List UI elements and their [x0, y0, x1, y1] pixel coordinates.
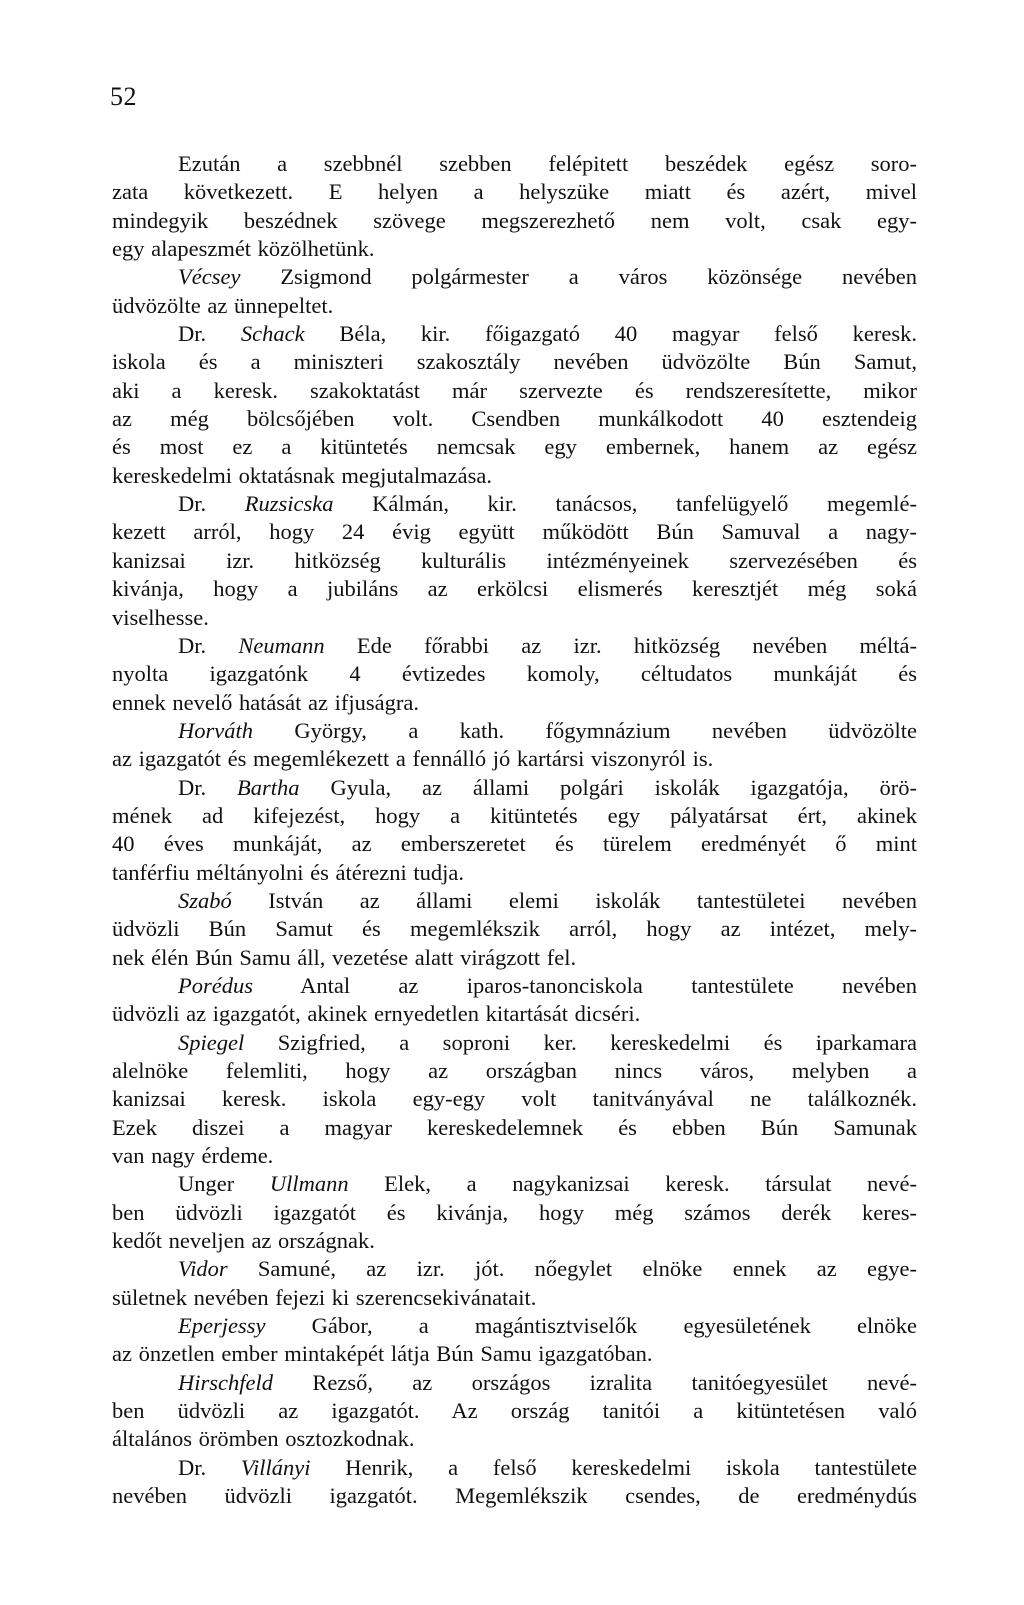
- text-line: [112, 1114, 917, 1142]
- text-line: [112, 944, 917, 972]
- text-line: [112, 1340, 917, 1368]
- body-text: [112, 150, 917, 1511]
- text-line: [112, 887, 917, 915]
- text-segment: György, a kath. főgymnázium nevében üdvözölte: [253, 717, 917, 743]
- text-segment: Dr.: [178, 774, 238, 800]
- text-segment: nevében üdvözli igazgatót. Megemlékszik csendes, de eredménydús: [112, 1483, 917, 1509]
- text-segment: Dr.: [178, 321, 241, 347]
- text-segment: Gyula, az állami polgári iskolák igazgatója, örö-: [299, 774, 917, 800]
- text-segment: nyolta igazgatónk 4 évtizedes komoly, céltudatos munkáját és: [112, 661, 917, 687]
- text-line: [112, 1312, 917, 1340]
- text-line: [112, 717, 917, 745]
- text-line: [112, 1369, 917, 1397]
- text-line: [112, 405, 917, 433]
- text-segment: mindegyik beszédnek szövege megszerezhető nem volt, csak egy-: [112, 207, 917, 233]
- text-segment: kivánja, hogy a jubiláns az erkölcsi elismerés keresztjét még soká: [112, 576, 917, 602]
- text-segment: Ezek diszei a magyar kereskedelemnek és ebben Bún Samunak: [112, 1114, 917, 1140]
- text-segment: üdvözli az igazgatót, akinek ernyedetlen kitartását dicséri.: [112, 1001, 641, 1027]
- text-segment: Unger: [178, 1171, 270, 1197]
- text-line: [112, 1454, 917, 1482]
- text-line: [112, 263, 917, 291]
- text-line: [112, 1000, 917, 1028]
- text-segment: István az állami elemi iskolák tantestületei nevében: [231, 887, 917, 913]
- text-line: [112, 830, 917, 858]
- text-line: [112, 377, 917, 405]
- text-line: [112, 1482, 917, 1510]
- text-line: [112, 774, 917, 802]
- text-line: [112, 1085, 917, 1113]
- text-line: [112, 1199, 917, 1227]
- text-segment: Béla, kir. főigazgató 40 magyar felső keresk.: [304, 321, 918, 347]
- person-name: Horváth: [178, 717, 253, 743]
- text-segment: az önzetlen ember mintaképét látja Bún Samu igazgatóban.: [112, 1341, 653, 1367]
- person-name: Villányi: [240, 1454, 311, 1480]
- text-line: [112, 1227, 917, 1255]
- text-segment: aki a keresk. szakoktatást már szervezte és rendszeresítette, mikor: [112, 377, 917, 403]
- text-line: [112, 745, 917, 773]
- person-name: Neumann: [238, 632, 325, 658]
- text-line: [112, 1029, 917, 1057]
- text-line: [112, 490, 917, 518]
- text-segment: Rezső, az országos izralita tanitóegyesület nevé-: [273, 1369, 917, 1395]
- text-segment: ben üdvözli az igazgatót. Az ország tanitói a kitüntetésen való: [112, 1398, 917, 1424]
- text-line: [112, 292, 917, 320]
- text-line: [112, 859, 917, 887]
- text-line: [112, 1397, 917, 1425]
- person-name: Ullmann: [269, 1171, 349, 1197]
- text-segment: Kálmán, kir. tanácsos, tanfelügyelő megemlé-: [333, 491, 917, 517]
- text-line: [112, 462, 917, 490]
- text-segment: tanférfiu méltányolni és átérezni tudja.: [112, 859, 464, 885]
- text-segment: Antal az iparos-tanonciskola tantestülete nevében: [253, 972, 917, 998]
- text-line: [112, 972, 917, 1000]
- text-segment: mének ad kifejezést, hogy a kitüntetés egy pályatársat ért, akinek: [112, 802, 917, 828]
- person-name: Vidor: [178, 1256, 228, 1282]
- text-segment: nek élén Bún Samu áll, vezetése alatt virágzott fel.: [112, 944, 577, 970]
- text-line: [112, 660, 917, 688]
- text-segment: Henrik, a felső kereskedelmi iskola tantestülete: [310, 1454, 918, 1480]
- text-line: [112, 1284, 917, 1312]
- text-line: [112, 1057, 917, 1085]
- text-segment: 40 éves munkáját, az emberszeretet és türelem eredményét ő mint: [112, 831, 917, 857]
- person-name: Vécsey: [178, 264, 241, 290]
- text-line: [112, 207, 917, 235]
- text-segment: Dr.: [178, 632, 239, 658]
- text-segment: üdvözölte az ünnepeltet.: [112, 292, 334, 318]
- text-segment: viselhesse.: [112, 604, 209, 630]
- text-segment: Ede főrabbi az izr. hitközség nevében méltá-: [324, 632, 918, 658]
- text-line: [112, 547, 917, 575]
- person-name: Eperjessy: [178, 1313, 266, 1339]
- person-name: Ruzsicska: [244, 491, 334, 517]
- text-segment: Samuné, az izr. jót. nőegylet elnöke ennek az egye-: [227, 1256, 917, 1282]
- text-line: [112, 348, 917, 376]
- text-segment: Dr.: [178, 491, 245, 517]
- text-segment: Dr.: [178, 1454, 241, 1480]
- text-segment: Ezután a szebbnél szebben felépitett beszédek egész soro-: [178, 151, 917, 176]
- text-line: [112, 1425, 917, 1453]
- person-name: Schack: [240, 321, 305, 347]
- text-segment: kanizsai izr. hitközség kulturális intézményeinek szervezésében és: [112, 547, 917, 573]
- text-line: [112, 1142, 917, 1170]
- text-line: [112, 575, 917, 603]
- text-line: [112, 604, 917, 632]
- text-line: [112, 632, 917, 660]
- text-segment: és most ez a kitüntetés nemcsak egy embernek, hanem az egész: [112, 434, 917, 460]
- person-name: Hirschfeld: [178, 1369, 273, 1395]
- text-line: [112, 433, 917, 461]
- text-segment: az még bölcsőjében volt. Csendben munkálkodott 40 esztendeig: [112, 406, 917, 432]
- text-segment: kezett arról, hogy 24 évig együtt működött Bún Samuval a nagy-: [112, 519, 917, 545]
- text-segment: Elek, a nagykanizsai keresk. társulat nevé-: [348, 1171, 917, 1197]
- text-segment: zata következett. E helyen a helyszüke miatt és azért, mivel: [112, 179, 917, 205]
- text-segment: alelnöke felemliti, hogy az országban nincs város, melyben a: [112, 1058, 917, 1083]
- text-segment: Szigfried, a soproni ker. kereskedelmi és iparkamara: [244, 1029, 917, 1055]
- text-line: [112, 235, 917, 263]
- text-segment: sületnek nevében fejezi ki szerencsekivánatait.: [112, 1284, 537, 1310]
- person-name: Bartha: [237, 774, 300, 800]
- text-line: [112, 802, 917, 830]
- text-segment: általános örömben osztozkodnak.: [112, 1426, 415, 1452]
- text-segment: üdvözli Bún Samut és megemlékszik arról, hogy az intézet, mely-: [112, 916, 917, 942]
- text-segment: kanizsai keresk. iskola egy-egy volt tanitványával ne találkoznék.: [112, 1086, 917, 1112]
- text-segment: egy alapeszmét közölhetünk.: [112, 236, 375, 262]
- text-segment: az igazgatót és megemlékezett a fennálló jó kartársi viszonyról is.: [112, 746, 714, 772]
- person-name: Szabó: [178, 887, 232, 913]
- text-segment: iskola és a miniszteri szakosztály nevében üdvözölte Bún Samut,: [112, 349, 917, 375]
- text-line: [112, 1170, 917, 1198]
- text-line: [112, 178, 917, 206]
- text-line: [112, 320, 917, 348]
- text-segment: Zsigmond polgármester a város közönsége nevében: [240, 264, 917, 290]
- text-segment: kereskedelmi oktatásnak megjutalmazása.: [112, 462, 492, 488]
- text-segment: Gábor, a magántisztviselők egyesületének elnöke: [265, 1313, 917, 1339]
- text-segment: ben üdvözli igazgatót és kivánja, hogy még számos derék keres-: [112, 1199, 917, 1225]
- text-line: [112, 915, 917, 943]
- text-segment: kedőt neveljen az országnak.: [112, 1228, 375, 1254]
- text-segment: ennek nevelő hatását az ifjuságra.: [112, 689, 419, 715]
- text-line: [112, 1255, 917, 1283]
- page-number: 52: [110, 82, 137, 111]
- person-name: Spiegel: [178, 1029, 245, 1055]
- text-line: [112, 518, 917, 546]
- text-line: [112, 150, 917, 178]
- person-name: Porédus: [178, 972, 253, 998]
- text-line: [112, 689, 917, 717]
- text-segment: van nagy érdeme.: [112, 1143, 274, 1169]
